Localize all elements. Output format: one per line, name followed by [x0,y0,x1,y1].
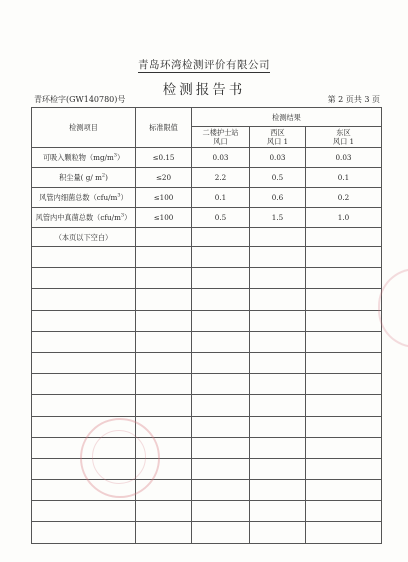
header-limit: 标准限值 [136,108,192,148]
empty-row [32,247,382,268]
item-cell: 风管内中真菌总数$(cfu/m^3)$ [32,208,136,228]
item-cell: 积尘量( g/ $m^2$) [32,168,136,188]
header-results: 检测结果 [192,108,382,127]
results-table [31,107,382,544]
document-number: 青环检字(GW140780)号 [34,95,126,104]
page-number: 第 2 页共 3 页 [327,95,380,104]
limit-cell: ≤0.15 [136,148,192,168]
table-row [32,148,382,168]
empty-row [32,480,382,501]
empty-row [32,501,382,522]
value-cell: 0.03 [306,148,382,168]
item-cell: 风管内细菌总数$(cfu/m^3)$ [32,188,136,208]
header-item: 检测项目 [32,108,136,148]
report-title: 检测报告书 [162,82,246,98]
seam-stamp [378,268,408,348]
table-row [32,208,382,228]
table-row [32,188,382,208]
value-cell: 0.03 [250,148,306,168]
empty-row [32,268,382,289]
item-cell: 可吸入颗粒物$(mg/m^3)$ [32,148,136,168]
empty-row [32,395,382,416]
value-cell: 2.2 [192,168,250,188]
empty-row [32,374,382,395]
limit-cell: ≤100 [136,188,192,208]
value-cell: 0.2 [306,188,382,208]
empty-row [32,331,382,352]
value-cell: 0.1 [192,188,250,208]
value-cell: 0.03 [192,148,250,168]
location-header: 东区 风口 1 [306,127,382,148]
value-cell: 1.5 [250,208,306,228]
company-name: 青岛环湾检测评价有限公司 [138,59,270,71]
empty-row [32,458,382,479]
value-cell: 0.5 [192,208,250,228]
limit-cell: ≤20 [136,168,192,188]
location-header: 二楼护士站 风口 [192,127,250,148]
value-cell: 0.1 [306,168,382,188]
empty-row [32,289,382,310]
table-row [32,168,382,188]
value-cell: 0.5 [250,168,306,188]
location-header: 西区 风口 1 [250,127,306,148]
value-cell: 0.6 [250,188,306,208]
empty-row [32,416,382,437]
table-row [32,228,382,247]
empty-row [32,352,382,373]
limit-cell: ≤100 [136,208,192,228]
empty-row [32,310,382,331]
empty-row [32,522,382,543]
empty-row [32,437,382,458]
blank-note: （本页以下空白） [32,228,136,247]
value-cell: 1.0 [306,208,382,228]
